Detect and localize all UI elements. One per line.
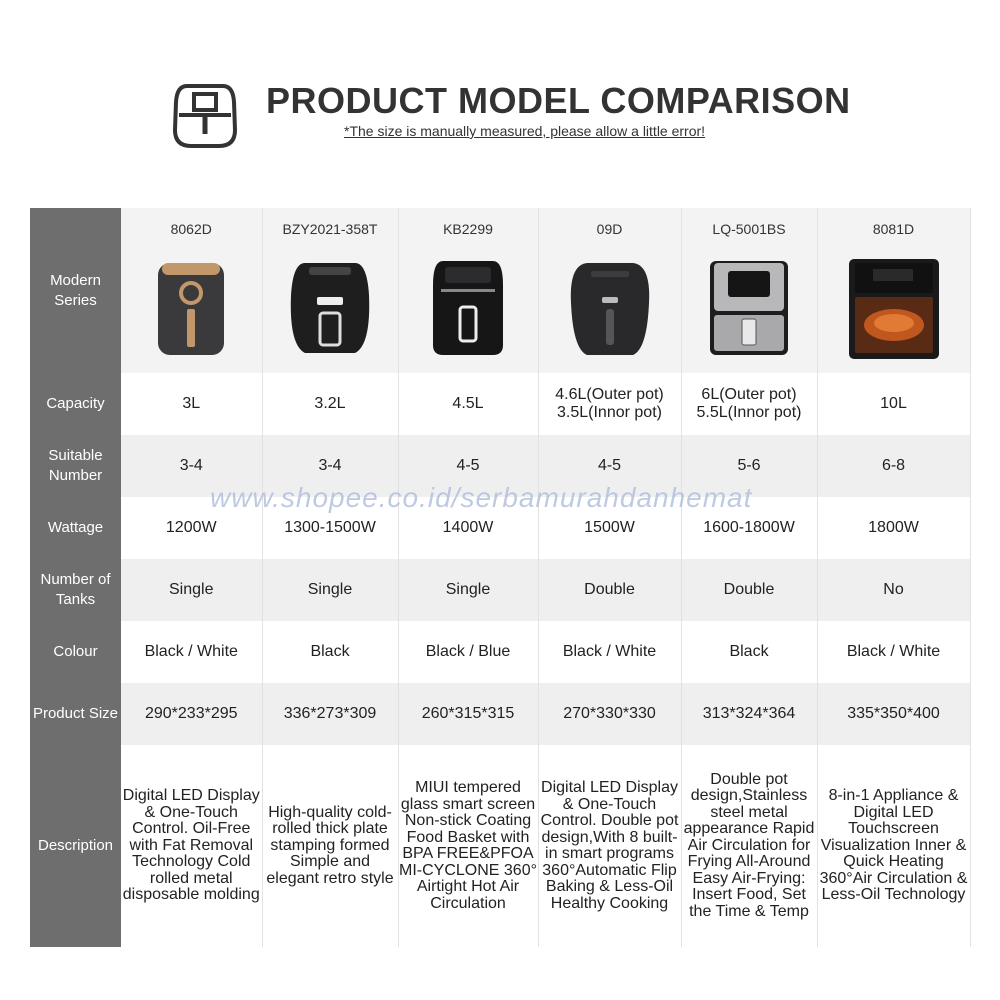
description-row — [30, 745, 970, 947]
shop-watermark: www.shopee.co.id/serbamurahdanhemat — [210, 482, 753, 513]
model-name: LQ-5001BS — [712, 220, 786, 237]
tanks-cell: No — [817, 559, 970, 621]
description-cell: Digital LED Display & One-Touch Control. Oil-Free with Fat Removal Technology Cold rolled metal disposable molding — [121, 745, 262, 947]
air-fryer-8081d-image — [839, 245, 949, 365]
suitable-cell: 6-8 — [817, 435, 970, 497]
model-cell — [121, 208, 262, 373]
tanks-cell: Double — [538, 559, 681, 621]
model-name: KB2299 — [443, 220, 493, 237]
description-cell: 8-in-1 Appliance & Digital LED Touchscreen Visualization Inner & Quick Heating 360°Air Circulation & Less-Oil Technology — [817, 745, 970, 947]
model-cell — [398, 208, 538, 373]
suitable-cell: 5-6 — [681, 435, 817, 497]
suitable-cell: 4-5 — [398, 435, 538, 497]
size-cell: 335*350*400 — [817, 683, 970, 745]
description-cell: Digital LED Display & One-Touch Control. Double pot design,With 8 built-in smart programs 360°Automatic Flip Baking & Less-Oil Healthy Cooking — [538, 745, 681, 947]
suitable-cell: 4-5 — [538, 435, 681, 497]
wattage-cell: 1500W — [538, 497, 681, 559]
capacity-cell: 4.5L — [398, 373, 538, 435]
model-name: BZY2021-358T — [282, 220, 378, 237]
series-row — [30, 208, 970, 373]
description-cell: MIUI tempered glass smart screen Non-stick Coating Food Basket with BPA FREE&PFOA MI-CYCLONE 360° Airtight Hot Air Circulation — [398, 745, 538, 947]
wattage-cell: 1400W — [398, 497, 538, 559]
capacity-cell: 3.2L — [262, 373, 398, 435]
size-row — [30, 683, 970, 745]
model-cell — [817, 208, 970, 373]
colour-label: Colour — [30, 621, 121, 683]
tanks-cell: Double — [681, 559, 817, 621]
colour-cell: Black / Blue — [398, 621, 538, 683]
size-cell: 313*324*364 — [681, 683, 817, 745]
capacity-cell: 4.6L(Outer pot) 3.5L(Innor pot) — [538, 373, 681, 435]
suitable-cell: 3-4 — [121, 435, 262, 497]
size-cell: 270*330*330 — [538, 683, 681, 745]
page-subtitle: *The size is manually measured, please allow a little error! — [344, 123, 706, 139]
suitable-cell: 3-4 — [262, 435, 398, 497]
description-cell: High-quality cold-rolled thick plate stamping formed Simple and elegant retro style — [262, 745, 398, 947]
model-cell — [262, 208, 398, 373]
air-fryer-09d-image — [555, 245, 665, 365]
capacity-label: Capacity — [30, 373, 121, 435]
tanks-cell: Single — [398, 559, 538, 621]
model-name: 09D — [596, 220, 623, 237]
model-cell — [681, 208, 817, 373]
tanks-label: Number of Tanks — [30, 559, 121, 621]
air-fryer-kb2299-image — [413, 245, 523, 365]
wattage-label: Wattage — [30, 497, 121, 559]
tanks-cell: Single — [121, 559, 262, 621]
colour-row — [30, 621, 970, 683]
colour-cell: Black / White — [538, 621, 681, 683]
model-name: 8081D — [872, 220, 915, 237]
model-name: 8062D — [170, 220, 212, 237]
wattage-cell: 1300-1500W — [262, 497, 398, 559]
wattage-cell: 1600-1800W — [681, 497, 817, 559]
comparison-table — [30, 208, 971, 947]
size-cell: 260*315*315 — [398, 683, 538, 745]
colour-cell: Black / White — [121, 621, 262, 683]
colour-cell: Black — [681, 621, 817, 683]
tanks-cell: Single — [262, 559, 398, 621]
capacity-cell: 6L(Outer pot) 5.5L(Innor pot) — [681, 373, 817, 435]
air-fryer-lq5001bs-image — [694, 245, 804, 365]
size-cell: 336*273*309 — [262, 683, 398, 745]
air-fryer-outline-icon — [173, 82, 237, 150]
colour-cell: Black — [262, 621, 398, 683]
page-title: PRODUCT MODEL COMPARISON — [266, 80, 851, 121]
size-cell: 290*233*295 — [121, 683, 262, 745]
capacity-cell: 10L — [817, 373, 970, 435]
capacity-row — [30, 373, 970, 435]
wattage-cell: 1800W — [817, 497, 970, 559]
size-label: Product Size — [30, 683, 121, 745]
tanks-row — [30, 559, 970, 621]
description-cell: Double pot design,Stainless steel metal appearance Rapid Air Circulation for Frying All-Around Easy Air-Frying: Insert Food, Set the Time & Temp — [681, 745, 817, 947]
series-label: Modern Series — [30, 208, 121, 373]
wattage-cell: 1200W — [121, 497, 262, 559]
model-cell — [538, 208, 681, 373]
air-fryer-8062d-image — [136, 245, 246, 365]
capacity-cell: 3L — [121, 373, 262, 435]
colour-cell: Black / White — [817, 621, 970, 683]
suitable-label: Suitable Number — [30, 435, 121, 497]
description-label: Description — [30, 745, 121, 947]
air-fryer-bzy2021-image — [275, 245, 385, 365]
